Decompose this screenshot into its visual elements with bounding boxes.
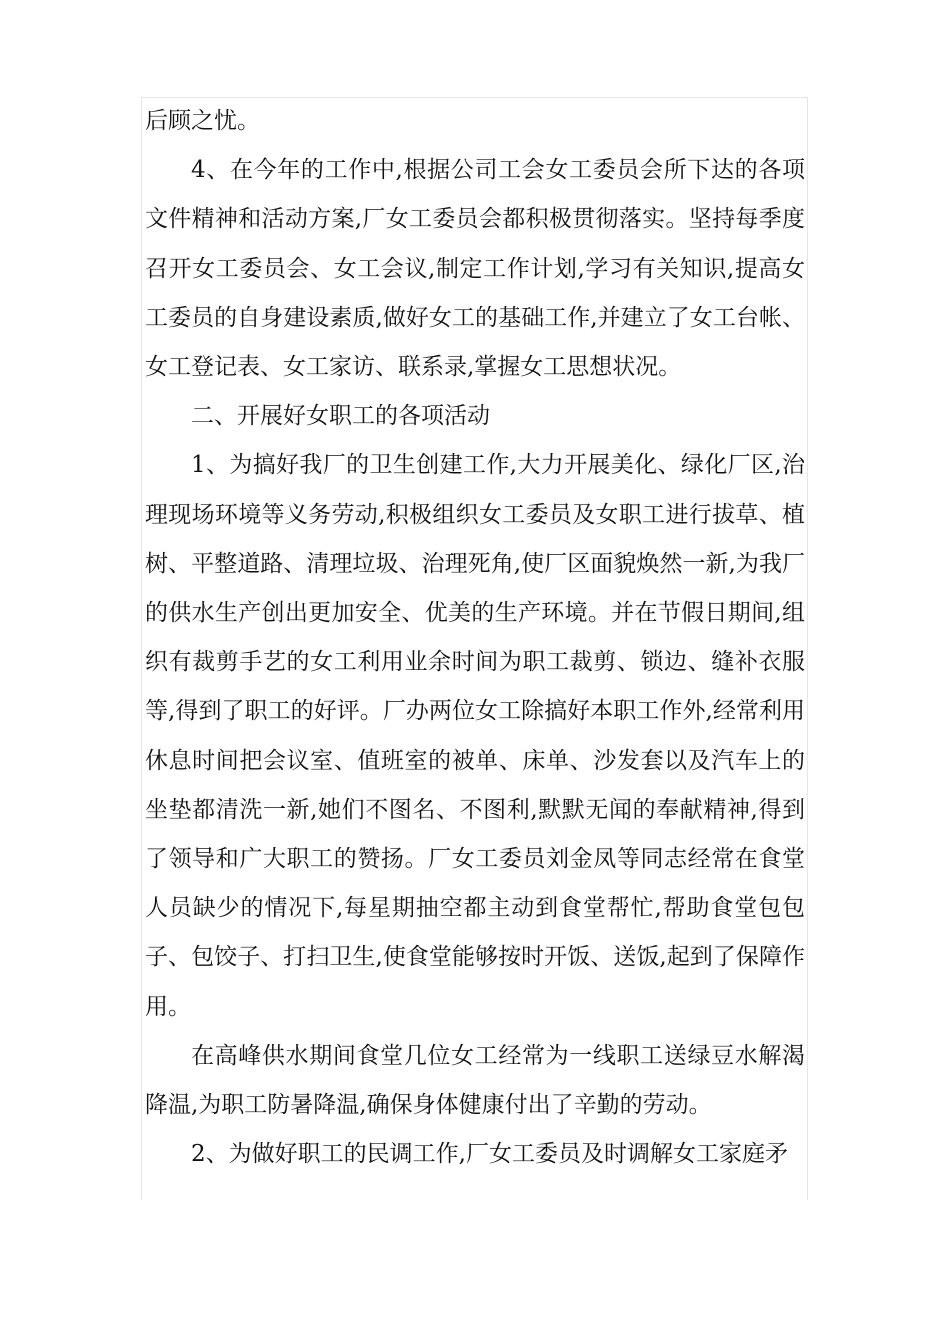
paragraph-summer-supply: 在高峰供水期间食堂几位女工经常为一线职工送绿豆水解渴降温,为职工防暑降温,确保身体健康付出了辛勤的劳动。 [145, 1042, 805, 1119]
section-heading: 二、开展好女职工的各项活动 [191, 403, 490, 430]
paragraph-item-1: 1、为搞好我厂的卫生创建工作,大力开展美化、绿化厂区,治理现场环境等义务劳动,积极组织女工委员及女职工进行拔草、植树、平整道路、清理垃圾、治理死角,使厂区面貌焕然一新,为我厂的供水生产创出更加安全、优美的生产环境。并在节假日期间,组织有裁剪手艺的女工利用业余时间为职工裁剪、锁边、缝补衣服等,得到了职工的好评。厂办两位女工除搞好本职工作外,经常利用休息时间把会议室、值班室的被单、床单、沙发套以及汽车上的坐垫都清洗一新,她们不图名、不图利,默默无闻的奉献精神,得到了领导和广大职工的赞扬。厂女工委员刘金凤等同志经常在食堂人员缺少的情况下,每星期抽空都主动到食堂帮忙,帮助食堂包包子、包饺子、打扫卫生,使食堂能够按时开饭、送饭,起到了保障作用。 [145, 452, 805, 1020]
paragraph-item-2: 2、为做好职工的民调工作,厂女工委员及时调解女工家庭矛 [191, 1141, 788, 1168]
document-body [145, 97, 805, 1179]
paragraph-item-4: 4、在今年的工作中,根据公司工会女工委员会所下达的各项文件精神和活动方案,厂女工委员会都积极贯彻落实。坚持每季度召开女工委员会、女工会议,制定工作计划,学习有关知识,提高女工委员的自身建设素质,做好女工的基础工作,并建立了女工台帐、女工登记表、女工家访、联系录,掌握女工思想状况。 [145, 157, 805, 381]
paragraph-continuation: 后顾之忧。 [145, 108, 260, 134]
